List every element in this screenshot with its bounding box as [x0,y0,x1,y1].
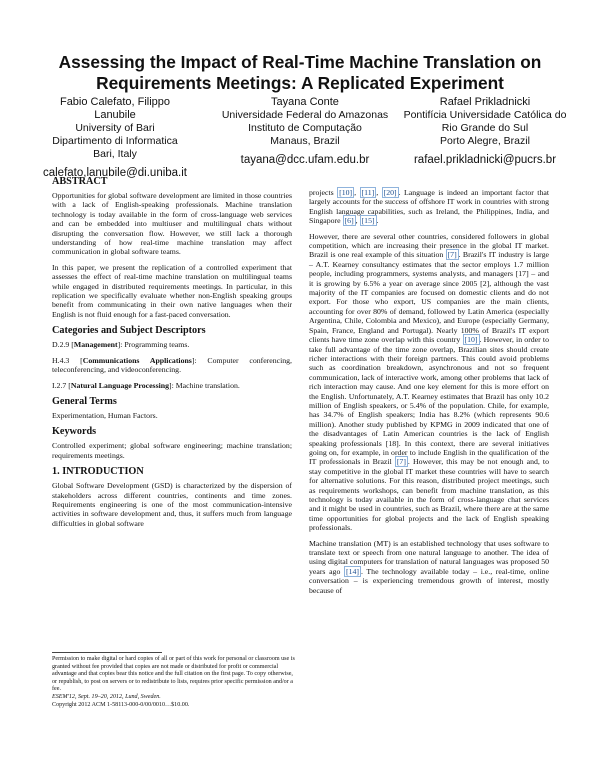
abstract-paragraph-2: In this paper, we present the replication of a controlled experiment that assesses the effect of real-time machine translation on multilingual teams while engaged in distributed requirements meetings. In particular, in this replication we specifically evaluate whether non-English speaking groups benefit from communicating in their own native languages when their English is not fluid enough for a fast-paced conversation. [52,262,292,319]
author-email: rafael.prikladnicki@pucrs.br [413,154,557,166]
copyright-line: Copyright 2012 ACM 1-58113-000-0/00/0010…$10.00. [52,701,190,708]
author-affiliation: Universidade Federal do Amazonas [221,109,389,121]
keywords-text: Controlled experiment; global software engineering; machine translation; requirements meetings. [52,441,292,460]
general-terms-heading: General Terms [52,395,117,407]
introduction-heading: 1. INTRODUCTION [52,466,144,478]
citation-link[interactable]: [20] [383,188,397,197]
keywords-heading: Keywords [52,426,97,438]
right-paragraph-3: Machine translation (MT) is an established technology that uses software to translate text or speech from one natural language to another. The idea of using digital computers for translation of natural languages was proposed 50 years ago [14] . The technology available today – i.e., real-time, online conversation – is experiencing tremendous growth of interest, mostly because of [309,538,549,595]
paper-title [20,52,580,94]
permission-text: Permission to make digital or hard copies of all or part of this work for personal or classroom use is granted without fee provided that copies are not made or distributed for profit or commercial advantage and that copies bear this notice and the full citation on the first page. To copy otherwise, or republish, to post on servers or to redistribute to lists, requires prior specific permission and/or a fee. [52,656,295,693]
conference-venue: ESEM'12, Sept. 19–20, 2012, Lund, Sweden. [52,693,161,700]
right-paragraph-1: projects [10] , [11] , [20] . Language is indeed an important factor that largely accounts for the success of offshore IT work in countries with strong English language capabilities, such as Ireland, the Philippines, India, and Singapore [6] , [15] . [309,188,549,226]
author-name: Rafael Prikladnicki [439,96,531,108]
author-1 [40,96,190,180]
introduction-paragraph: Global Software Development (GSD) is characterized by the dispersion of stakeholders across different countries, continents and time zones. Requirements engineering is one of the most communication-intensive activities in software development and, thus, it suffers much from language difficulties in global software [52,481,292,528]
footnote-divider [52,652,162,653]
abstract-paragraph-1: Opportunities for global software development are limited in those countries with a lack of English-speaking professionals. Machine translation technology is today available in the form of cross-language web services and can be embedded into multiuser and multilingual chats without disrupting the conversation flow. However, we still lack a thorough understanding of how real-time machine translation may affect communication in global software teams. [52,191,292,257]
author-2 [215,96,395,167]
categories-heading: Categories and Subject Descriptors [52,325,206,337]
author-email: calefato,lanubile@di.uniba.it [42,167,188,179]
category-3: I.2.7 [Natural Language Processing]: Machine translation. [52,380,240,390]
category-1: D.2.9 [Management]: Programming teams. [52,340,190,350]
author-affiliation: University of Bari [75,122,155,134]
citation-link[interactable]: [6] [344,216,354,226]
author-name: Tayana Conte [271,96,339,108]
author-department: Rio Grande do Sul [441,122,529,134]
citation-link[interactable]: [15] [361,216,375,226]
author-location: Bari, Italy [93,148,137,160]
citation-link[interactable]: [10] [464,335,478,345]
citation-link[interactable]: [14] [345,566,359,576]
citation-link[interactable]: [10] [339,188,353,197]
right-paragraph-2: However, there are several other countries, considered followers in global competition, which are increasing their presence in the global IT market. Brazil is one real example of this situation [7] . Brazil's IT industry is large – A.T. Kearney consultancy estimates that the sector employs 1.7 million people, including programmers, systems analysts, and managers [17] – and it is growing by 6.5% a year on average since 2005 [2], although the vast majority of the IT companies are focused on domestic clients and do not export. For those who export, US companies are the main clients, accounting for over 80% of demand, followed by Latin America (especially Argentina, Chile, Colombia and Mexico), and Europe (especially Germany, Spain, France, England and Portugal). Nearly 100% of Brazil's IT export clients have time zone overlap with this country [10] . However, in order to take full advantage of the time zone overlap, Brazilian sites should create richer interactions with their foreign partners. This could avoid problems such as coordination breakdown, asynchronous and not so frequent communication, lack of interactive work, among other problems that lack of rich interaction may cause. And one key element for this is more effort on the English. Unfortunately, A.T. Kearney estimates that Brazil has only 10.2 million of English speakers, or 5.4% of the population. Chile, for example, has 34.7% of English speakers; India has 8.2% (which represents 90.6 million). Another study published by KPMG in 2009 indicated that one of the disadvantages of Latin American countries is the lack of English speaking professionals [18]. In this context, there are several initiatives going on, for example, in order to include English in the qualification of the IT professionals in Brazil [7] . However, this may be not enough and, to stay competitive in the global IT market these countries will have to search for alternative solutions. For this reason, distributed project meetings, such as requirements workshops, can benefit from machine translation, as this technology is today available in the form of cross-language chat services and it might be used in countries, such as Brazil, where there are at the same time opportunities for global projects and the lack of English speaking professionals. [309,231,549,533]
title-line-2: Requirements Meetings: A Replicated Experiment [96,73,504,93]
title-line-1: Assessing the Impact of Real-Time Machine Translation on [58,52,542,72]
author-department: Instituto de Computação [248,122,362,134]
author-3 [395,96,575,167]
author-location: Manaus, Brazil [270,135,340,147]
author-name: Fabio Calefato, Filippo Lanubile [59,96,171,121]
citation-link[interactable]: [7] [447,250,457,260]
copyright-notice [52,656,296,709]
general-terms-text: Experimentation, Human Factors. [52,410,158,420]
author-email: tayana@dcc.ufam.edu.br [240,154,370,166]
right-column [309,188,549,601]
author-location: Porto Alegre, Brazil [440,135,530,147]
author-affiliation: Pontifícia Universidade Católica do [403,109,567,121]
author-department: Dipartimento di Informatica [52,135,178,147]
citation-link[interactable]: [11] [361,188,375,197]
left-column [52,170,292,534]
category-2: H.4.3 [Communications Applications]: Computer conferencing, teleconferencing, and videoconferencing. [52,355,293,375]
abstract-heading: ABSTRACT [52,176,108,187]
citation-link[interactable]: [7] [396,457,406,467]
